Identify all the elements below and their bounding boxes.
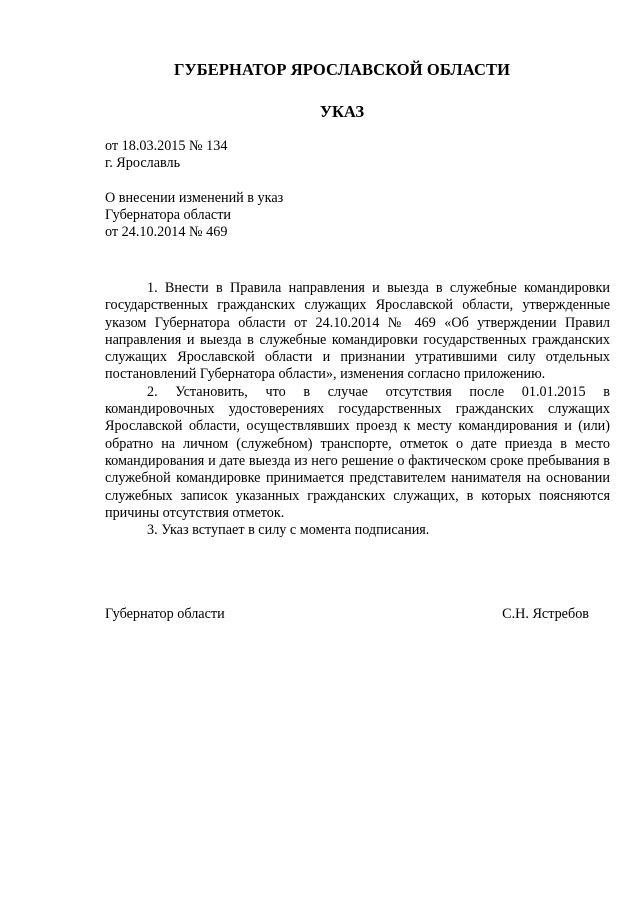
document-date-number: от 18.03.2015 № 134 xyxy=(105,138,228,154)
signature-block xyxy=(105,606,589,623)
subject-line: Губернатора области xyxy=(105,207,231,224)
document-type: УКАЗ xyxy=(319,102,365,121)
subject-line: от 24.10.2014 № 469 xyxy=(105,224,228,241)
signatory-name: С.Н. Ястребов xyxy=(502,606,589,622)
body-paragraph-3: 3. Указ вступает в силу с момента подписания. xyxy=(147,522,430,539)
subject-line: О внесении изменений в указ xyxy=(105,190,284,206)
body-paragraph-1: 1. Внести в Правила направления и выезда в служебные командировки государственных гражданских служащих Ярославской области, утвержденные указом Губернатора области от 24.10.2014 № 469 «Об утверждении Правил направления и выезда в служебные командировки государственных гражданских служащих Ярославской области и признании утратившими силу отдельных постановлений Губернатора области», изменения согласно приложению. xyxy=(105,280,610,383)
document-city: г. Ярославль xyxy=(105,155,181,171)
body-paragraph-2: 2. Установить, что в случае отсутствия после 01.01.2015 в командировочных удостоверениях государственных гражданских служащих Ярославской области, осуществлявших проезд к месту командирования и (или) обратно на личном (служебном) транспорте, отметок о дате приезда в место командирования и дате выезда из него решение о фактическом сроке пребывания в служебной командировке принимается представителем нанимателя на основании служебных записок указанных гражданских служащих, в которых поясняются причины отсутствия отметок. xyxy=(105,383,610,521)
document-body xyxy=(105,280,610,539)
document-subject xyxy=(105,190,283,242)
signatory-position: Губернатор области xyxy=(105,606,225,622)
document-header-title: ГУБЕРНАТОР ЯРОСЛАВСКОЙ ОБЛАСТИ xyxy=(173,60,511,79)
